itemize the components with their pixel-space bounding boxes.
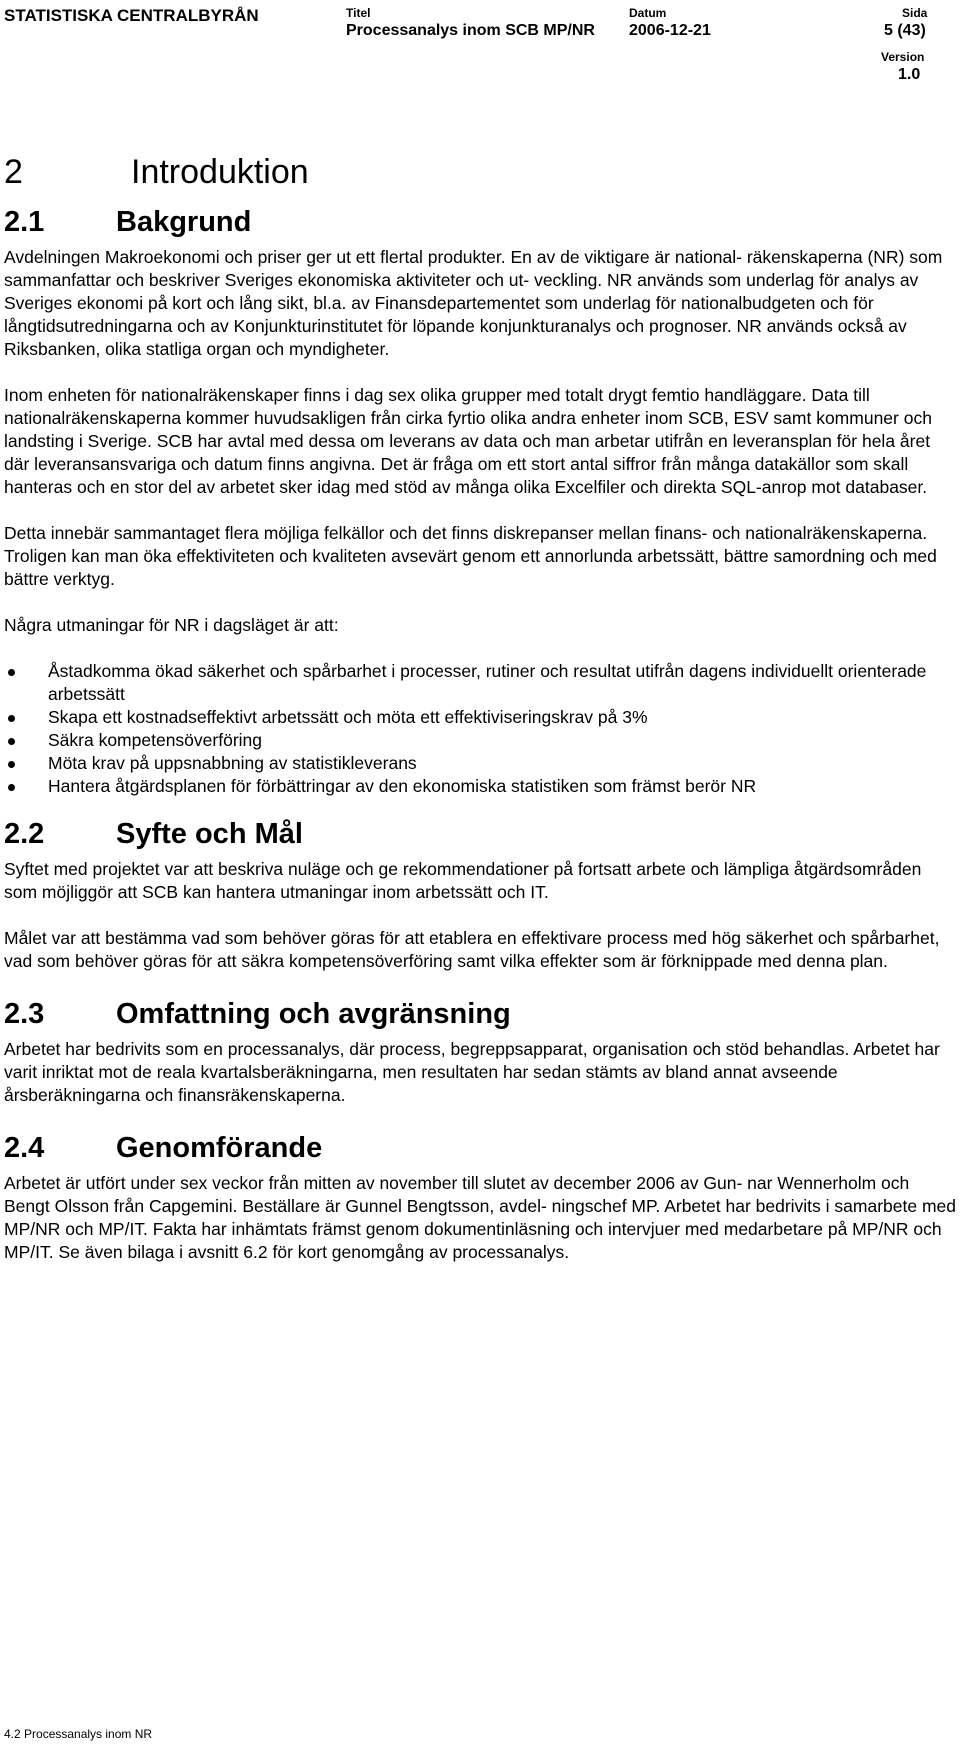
page-header	[0, 0, 960, 90]
challenges-list	[4, 660, 956, 798]
list-item: Hantera åtgärdsplanen för förbättringar av den ekonomiska statistiken som främst berör NR	[4, 775, 956, 798]
section-title: Bakgrund	[116, 206, 252, 238]
title-label: Titel	[346, 6, 371, 20]
section-number: 2.2	[4, 818, 45, 850]
document-title: Processanalys inom SCB MP/NR	[346, 22, 595, 39]
list-item: Säkra kompetensöverföring	[4, 729, 956, 752]
organization-name: STATISTISKA CENTRALBYRÅN	[4, 6, 259, 25]
date-label: Datum	[629, 6, 667, 20]
paragraph: Avdelningen Makroekonomi och priser ger ut ett flertal produkter. En av de viktigare är national- räkenskaperna (NR) som sammanfattar och beskriver Sveriges ekonomiska aktiviteter och ut- veckling. NR används som underlag för analys av Sveriges ekonomi på kort och lång sikt, bl.a. av Finansdepartementet som underlag för nationalbudgeten och för långtidsutredningarna och av Konjunkturinstitutet för löpande konjunkturanalys och prognoser. NR används också av Riksbanken, olika statliga organ och myndigheter.	[4, 247, 943, 359]
chapter-title: Introduktion	[131, 153, 309, 191]
section-heading-2-3	[4, 996, 956, 1032]
section-number: 2.1	[4, 206, 45, 238]
section-title: Omfattning och avgränsning	[116, 998, 511, 1030]
bullet-icon	[8, 761, 15, 768]
section-heading-2-2	[4, 816, 956, 852]
bullet-icon	[8, 715, 15, 722]
list-item: Skapa ett kostnadseffektivt arbetssätt och möta ett effektiviseringskrav på 3%	[4, 706, 956, 729]
bullet-icon	[8, 738, 15, 745]
section-number: 2.3	[4, 998, 45, 1030]
chapter-number: 2	[4, 153, 23, 191]
page-number: 5 (43)	[884, 22, 926, 39]
section-heading-2-4	[4, 1130, 956, 1166]
list-item: Möta krav på uppsnabbning av statistikleverans	[4, 752, 956, 775]
paragraph: Arbetet har bedrivits som en processanalys, där process, begreppsapparat, organisation och stöd behandlas. Arbetet har varit inriktat mot de reala kvartalsberäkningarna, men resultaten har sedan stämts av bland annat avseende årsberäkningarna och finansräkenskaperna.	[4, 1039, 940, 1105]
section-title: Genomförande	[116, 1132, 323, 1164]
document-date: 2006-12-21	[629, 22, 711, 39]
paragraph: Några utmaningar för NR i dagsläget är att:	[4, 615, 339, 635]
section-number: 2.4	[4, 1132, 45, 1164]
list-item: Åstadkomma ökad säkerhet och spårbarhet i processer, rutiner och resultat utifrån dagens individuellt orienterade arbetssätt	[4, 660, 956, 706]
paragraph: Syftet med projektet var att beskriva nuläge och ge rekommendationer på fortsatt arbete och lämpliga åtgärdsområden som möjliggör att SCB kan hantera utmaningar inom arbetssätt och IT.	[4, 859, 922, 902]
page-label: Sida	[902, 6, 928, 20]
page-footer: 4.2 Processanalys inom NR	[4, 1727, 153, 1741]
paragraph: Arbetet är utfört under sex veckor från mitten av november till slutet av december 2006 av Gun- nar Wennerholm och Bengt Olsson från Capgemini. Beställare är Gunnel Bengtsson, avdel- ningschef MP. Arbetet har bedrivits i samarbete med MP/NR och MP/IT. Fakta har inhämtats främst genom dokumentinläsning och intervjuer med medarbetare på MP/NR och MP/IT. Se även bilaga i avsnitt 6.2 för kort genomgång av processanalys.	[4, 1173, 956, 1262]
section-heading-2-1	[4, 204, 956, 240]
section-title: Syfte och Mål	[116, 818, 303, 850]
document-version: 1.0	[898, 66, 921, 83]
paragraph: Detta innebär sammantaget flera möjliga felkällor och det finns diskrepanser mellan finans- och nationalräkenskaperna. Troligen kan man öka effektiviteten och kvaliteten avsevärt genom ett annorlunda arbetssätt, bättre samordning och med bättre verktyg.	[4, 523, 937, 589]
page-body	[0, 150, 960, 1264]
bullet-icon	[8, 669, 15, 676]
paragraph: Inom enheten för nationalräkenskaper finns i dag sex olika grupper med totalt drygt femtio handläggare. Data till nationalräkenskaperna kommer huvudsakligen från cirka fyrtio olika andra enheter inom SCB, ESV samt kommuner och landsting i Sverige. SCB har avtal med dessa om leverans av data och man arbetar utifrån en leveransplan för hela året där leveransansvariga och datum finns angivna. Det är fråga om ett stort antal siffror från många datakällor som skall hanteras och en stor del av arbetet sker idag med stöd av många olika Excelfiler och direkta SQL-anrop mot databaser.	[4, 385, 932, 497]
version-label: Version	[881, 50, 925, 64]
chapter-heading	[4, 150, 956, 194]
bullet-icon	[8, 784, 15, 791]
paragraph: Målet var att bestämma vad som behöver göras för att etablera en effektivare process med hög säkerhet och spårbarhet, vad som behöver göras för att säkra kompetensöverföring samt vilka effekter som är förknippade med denna plan.	[4, 928, 940, 971]
